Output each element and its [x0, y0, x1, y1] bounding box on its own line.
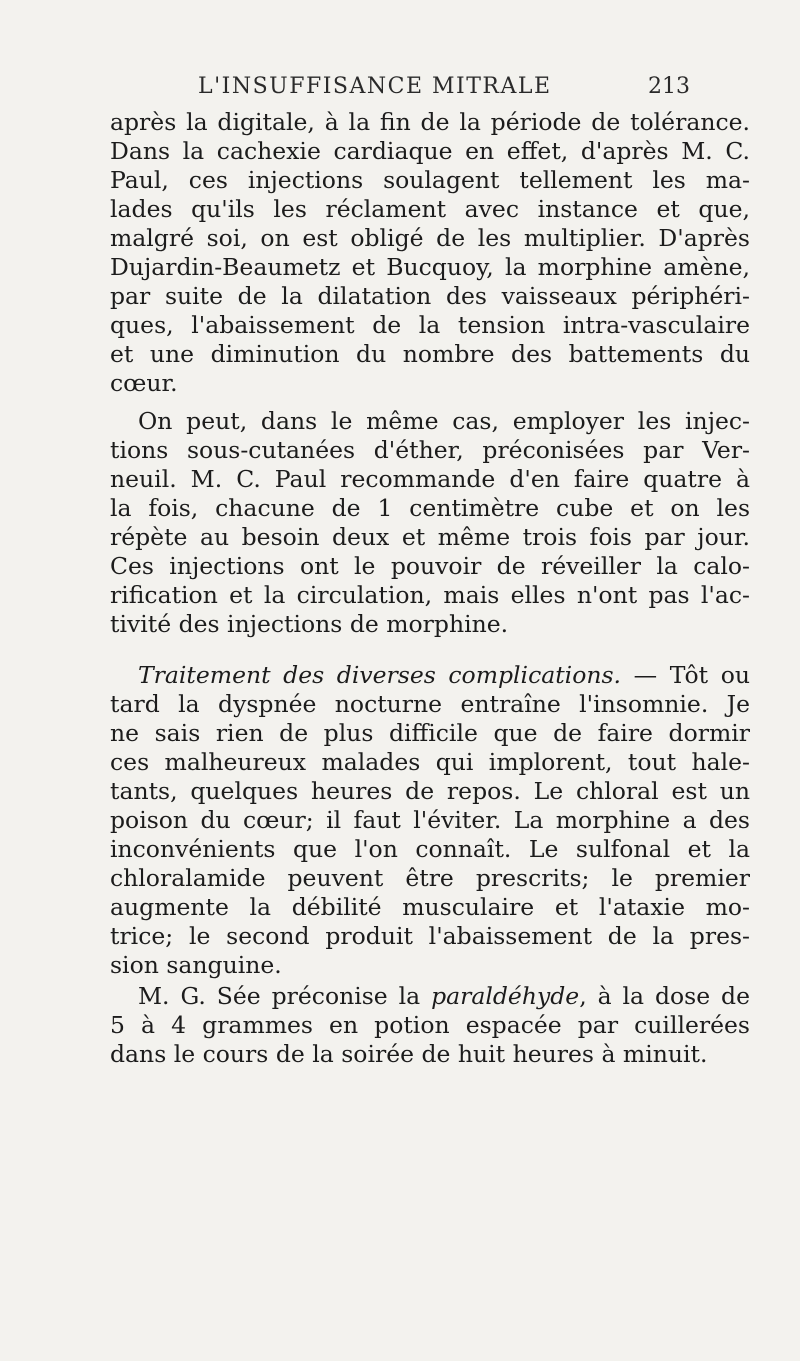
text-line: ques, l'abaissement de la tension intra-vasculaire: [110, 311, 750, 339]
text-line: poison du cœur; il faut l'éviter. La morphine a des: [110, 806, 750, 834]
text-line: dans le cours de la soirée de huit heures à minuit.: [110, 1040, 708, 1068]
drug-name: paraldéhyde: [431, 982, 580, 1010]
text-line: malgré soi, on est obligé de les multiplier. D'après: [110, 224, 750, 252]
text-line: Ces injections ont le pouvoir de réveiller la calo-: [110, 552, 750, 580]
text-line: après la digitale, à la fin de la période de tolérance.: [110, 108, 750, 136]
text-line: cœur.: [110, 369, 178, 397]
text-line: sion sanguine.: [110, 951, 282, 979]
text-line: la fois, chacune de 1 centimètre cube et on les: [110, 494, 750, 522]
text-line: et une diminution du nombre des battements du: [110, 340, 750, 368]
text-line: tions sous-cutanées d'éther, préconisées par Ver-: [110, 436, 750, 464]
text-line: lades qu'ils les réclament avec instance et que,: [110, 195, 750, 223]
text-line: répète au besoin deux et même trois fois par jour.: [110, 523, 750, 551]
text-line: neuil. M. C. Paul recommande d'en faire quatre à: [110, 465, 750, 493]
text-line: inconvénients que l'on connaît. Le sulfonal et la: [110, 835, 750, 863]
body-text: [110, 108, 750, 1069]
text-line: tivité des injections de morphine.: [110, 610, 509, 638]
text-line: tard la dyspnée nocturne entraîne l'insomnie. Je: [110, 690, 750, 718]
text-line: ces malheureux malades qui implorent, tout hale-: [110, 748, 750, 776]
text-line: tants, quelques heures de repos. Le chloral est un: [110, 777, 750, 805]
page-number: 213: [648, 74, 690, 99]
text-line: Dujardin-Beaumetz et Bucquoy, la morphine amène,: [110, 253, 750, 281]
text-line: Dans la cachexie cardiaque en effet, d'après M. C.: [110, 137, 750, 165]
heading-continuation: — Tôt ou: [621, 661, 750, 689]
paragraph-ether-injections: [110, 407, 750, 639]
paragraph-complications: [110, 661, 750, 980]
text-line: par suite de la dilatation des vaisseaux périphéri-: [110, 282, 750, 310]
text-line: On peut, dans le même cas, employer les injec-: [138, 407, 750, 435]
text-line: Paul, ces injections soulagent tellement les ma-: [110, 166, 750, 194]
text-line: ne sais rien de plus difficile que de faire dormir: [110, 719, 750, 747]
paragraph-spacer: [110, 639, 750, 661]
text-line: [110, 982, 750, 1011]
text-line: augmente la débilité musculaire et l'ataxie mo-: [110, 893, 750, 921]
section-heading: Traitement des diverses complications.: [138, 661, 622, 689]
text-line: chloralamide peuvent être prescrits; le premier: [110, 864, 750, 892]
text-line: [110, 661, 750, 690]
running-title: L'INSUFFISANCE MITRALE: [198, 74, 552, 99]
text-line: rification et la circulation, mais elles n'ont pas l'ac-: [110, 581, 750, 609]
text-line: 5 à 4 grammes en potion espacée par cuillerées: [110, 1011, 750, 1039]
text-run: , à la dose de: [579, 982, 750, 1010]
text-line: trice; le second produit l'abaissement de la pres-: [110, 922, 750, 950]
paragraph-paraldehyde: [110, 982, 750, 1069]
paragraph-morphine-injections: [110, 108, 750, 398]
text-run: M. G. Sée préconise la: [138, 982, 432, 1010]
